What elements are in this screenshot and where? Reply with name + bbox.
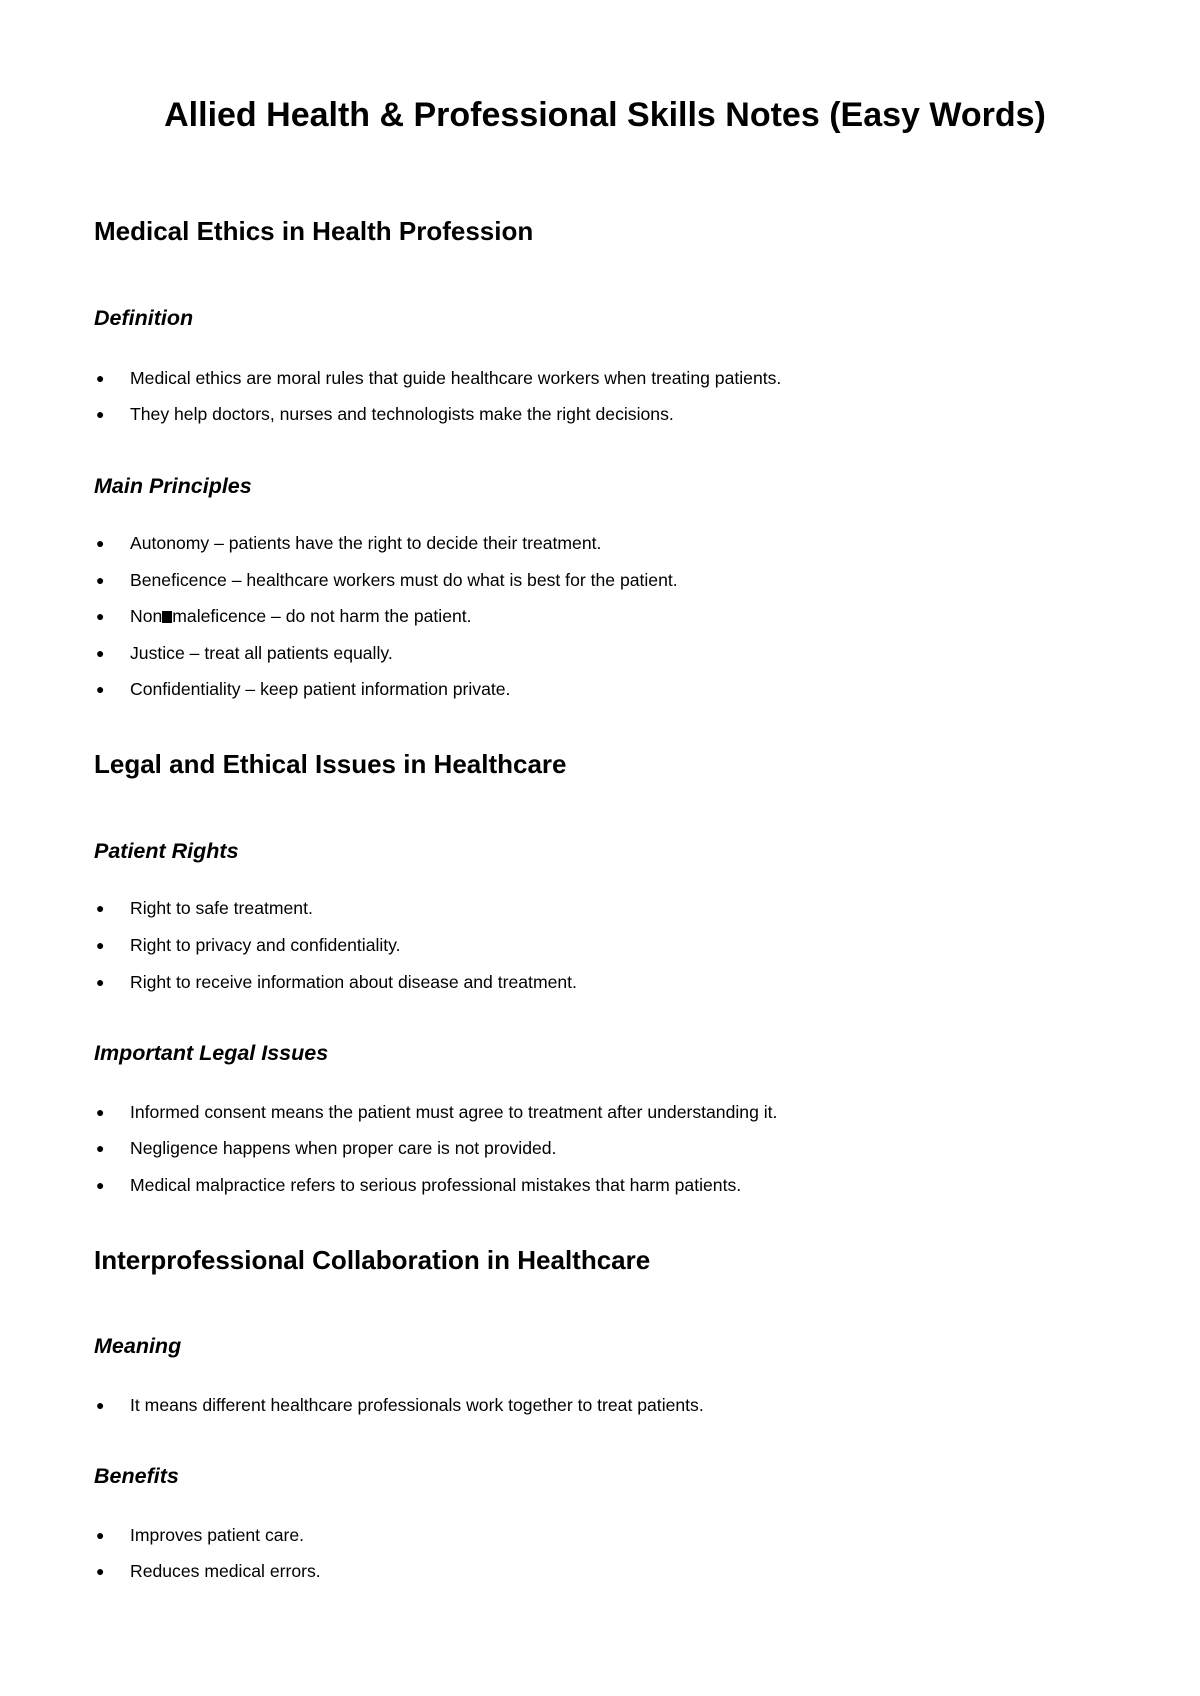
list-item (96, 606, 472, 627)
section-heading: Medical Ethics in Health Profession (94, 216, 534, 246)
subsection-heading: Main Principles (94, 474, 252, 498)
list-item-text: Justice – treat all patients equally. (130, 643, 393, 663)
list-item (96, 679, 510, 700)
bullet-icon: ● (96, 406, 105, 422)
list-item (96, 1175, 741, 1196)
subsection-heading: Patient Rights (94, 839, 239, 863)
list-item-text: Reduces medical errors. (130, 1561, 321, 1581)
bullet-icon: ● (96, 937, 105, 953)
list-item-text: Autonomy – patients have the right to decide their treatment. (130, 533, 602, 553)
list-item-text: Non (130, 606, 163, 626)
bullet-icon: ● (96, 1177, 105, 1193)
list-item-text: Right to safe treatment. (130, 898, 313, 918)
bullet-icon: ● (96, 1527, 105, 1543)
list-item (96, 935, 401, 956)
document-title: Allied Health & Professional Skills Notes (Easy Words) (164, 96, 1046, 134)
list-item (96, 1395, 704, 1416)
bullet-icon: ● (96, 900, 105, 916)
bullet-icon: ● (96, 370, 105, 386)
list-item (96, 643, 393, 664)
list-item-text: It means different healthcare professionals work together to treat patients. (130, 1395, 704, 1415)
subsection-heading: Definition (94, 306, 194, 330)
bullet-icon: ● (96, 1397, 105, 1413)
list-item-text: Confidentiality – keep patient information private. (130, 679, 511, 699)
bullet-icon: ● (96, 1104, 105, 1120)
bullet-icon: ● (96, 681, 105, 697)
bullet-icon: ● (96, 608, 105, 624)
list-item (96, 533, 601, 554)
list-item-text: They help doctors, nurses and technologists make the right decisions. (130, 404, 674, 424)
list-item-text: Informed consent means the patient must agree to treatment after understanding it. (130, 1102, 778, 1122)
list-item-text: Improves patient care. (130, 1525, 305, 1545)
list-item-text: Beneficence – healthcare workers must do what is best for the patient. (130, 570, 678, 590)
bullet-icon: ● (96, 1563, 105, 1579)
list-item (96, 1102, 777, 1123)
list-item (96, 1561, 321, 1582)
list-item-text: Medical malpractice refers to serious professional mistakes that harm patients. (130, 1175, 742, 1195)
list-item-text: maleficence – do not harm the patient. (172, 606, 472, 626)
missing-glyph-box (162, 611, 172, 623)
subsection-heading: Important Legal Issues (94, 1041, 329, 1065)
list-item (96, 404, 674, 425)
list-item-text: Negligence happens when proper care is not provided. (130, 1138, 557, 1158)
bullet-icon: ● (96, 572, 105, 588)
bullet-icon: ● (96, 645, 105, 661)
list-item (96, 1138, 556, 1159)
list-item-text: Right to receive information about disease and treatment. (130, 972, 577, 992)
bullet-icon: ● (96, 974, 105, 990)
list-item-text: Right to privacy and confidentiality. (130, 935, 401, 955)
bullet-icon: ● (96, 535, 105, 551)
list-item (96, 972, 577, 993)
subsection-heading: Meaning (94, 1334, 182, 1358)
list-item-text: Medical ethics are moral rules that guide healthcare workers when treating patients. (130, 368, 782, 388)
list-item (96, 898, 313, 919)
section-heading: Legal and Ethical Issues in Healthcare (94, 749, 567, 779)
subsection-heading: Benefits (94, 1464, 179, 1488)
list-item (96, 1525, 304, 1546)
bullet-icon: ● (96, 1140, 105, 1156)
section-heading: Interprofessional Collaboration in Healthcare (94, 1245, 651, 1275)
list-item (96, 368, 781, 389)
list-item (96, 570, 678, 591)
